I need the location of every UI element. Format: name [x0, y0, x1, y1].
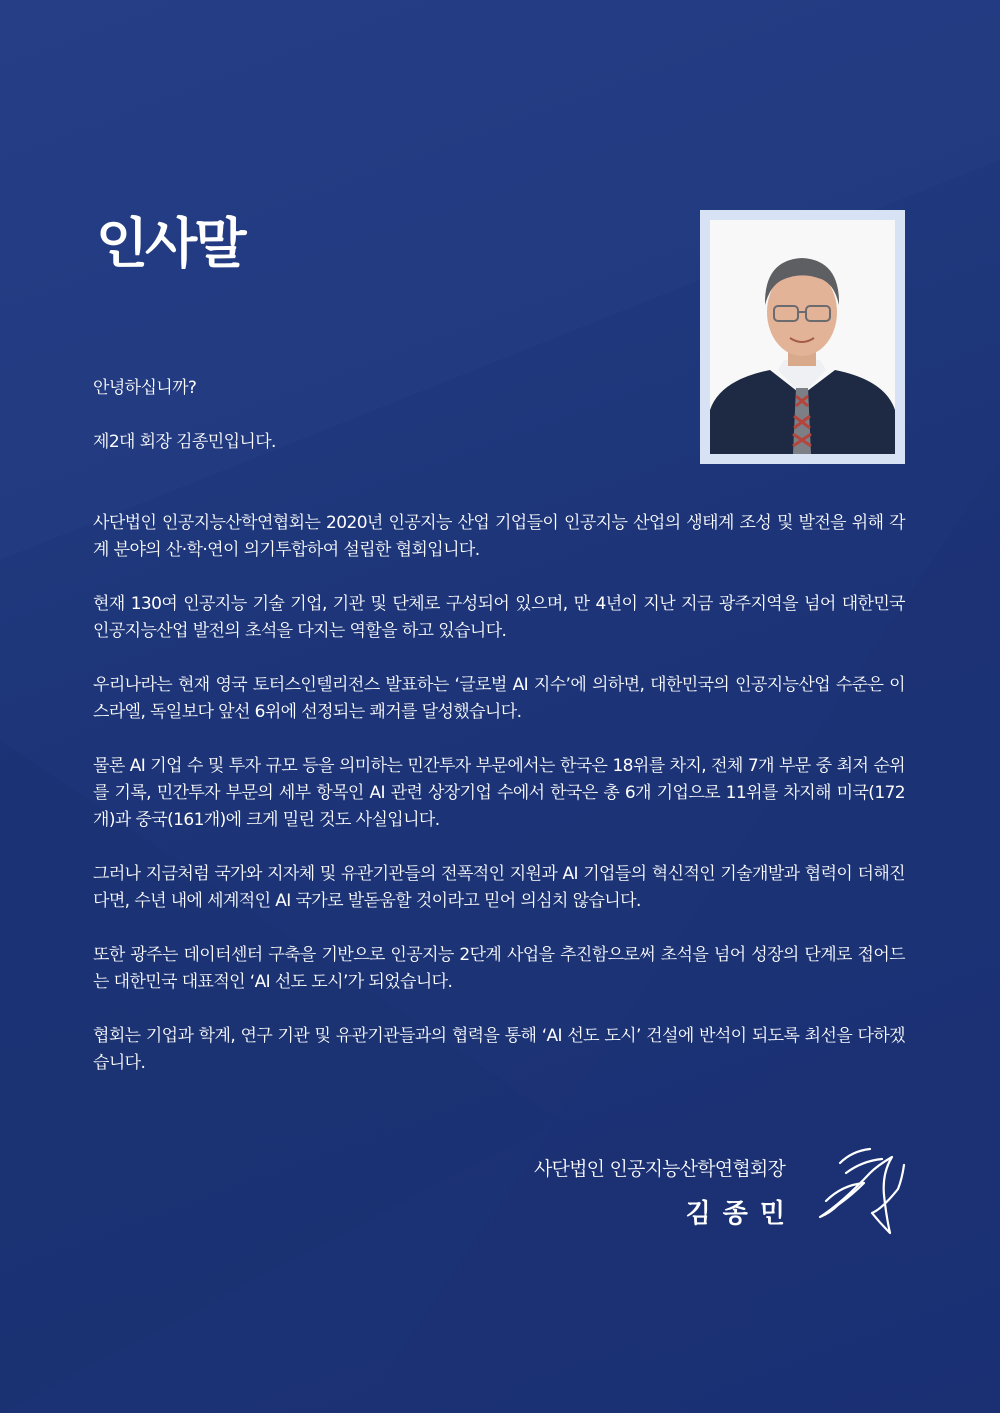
body-paragraph: 협회는 기업과 학계, 연구 기관 및 유관기관들과의 협력을 통해 ‘AI 선도 도시’ 건설에 반석이 되도록 최선을 다하겠습니다. [93, 1026, 905, 1073]
signature-block [534, 1154, 797, 1234]
signer-title: 사단법인 인공지능산학연협회장 [534, 1158, 785, 1180]
signer-name: 김종민 [685, 1199, 797, 1229]
body-paragraph: 우리나라는 현재 영국 토터스인텔리전스 발표하는 ‘글로벌 AI 지수’에 의하면, 대한민국의 인공지능산업 수준은 이스라엘, 독일보다 앞선 6위에 선정되는 쾌거를 달성했습니다. [93, 675, 905, 722]
body-paragraph: 사단법인 인공지능산학연협회는 2020년 인공지능 산업 기업들이 인공지능 산업의 생태계 조성 및 발전을 위해 각계 분야의 산·학·연이 의기투합하여 설립한 협회입니다. [93, 513, 905, 560]
greeting-line-2: 제2대 회장 김종민입니다. [93, 432, 276, 452]
greeting-content [93, 375, 905, 1104]
body-paragraph: 현재 130여 인공지능 기술 기업, 기관 및 단체로 구성되어 있으며, 만 4년이 지난 지금 광주지역을 넘어 대한민국 인공지능산업 발전의 초석을 다지는 역할을 하고 있습니다. [93, 594, 905, 641]
handwritten-signature [812, 1143, 907, 1238]
body-paragraph: 그러나 지금처럼 국가와 지자체 및 유관기관들의 전폭적인 지원과 AI 기업들의 혁신적인 기술개발과 협력이 더해진다면, 수년 내에 세계적인 AI 국가로 발돋움할 것이라고 믿어 의심치 않습니다. [93, 864, 905, 911]
greeting-line-1: 안녕하십니까? [93, 378, 197, 398]
body-paragraph: 또한 광주는 데이터센터 구축을 기반으로 인공지능 2단계 사업을 추진함으로써 초석을 넘어 성장의 단계로 접어드는 대한민국 대표적인 ‘AI 선도 도시’가 되었습니다. [93, 945, 905, 992]
body-paragraph: 물론 AI 기업 수 및 투자 규모 등을 의미하는 민간투자 부문에서는 한국은 18위를 차지, 전체 7개 부문 중 최저 순위를 기록, 민간투자 부문의 세부 항목인 AI 관련 상장기업 수에서 한국은 총 6개 기업으로 11위를 차지해 미국(172개)과 중국(161개)에 크게 밀린 것도 사실입니다. [93, 756, 905, 830]
page-title: 인사말 [96, 212, 244, 275]
